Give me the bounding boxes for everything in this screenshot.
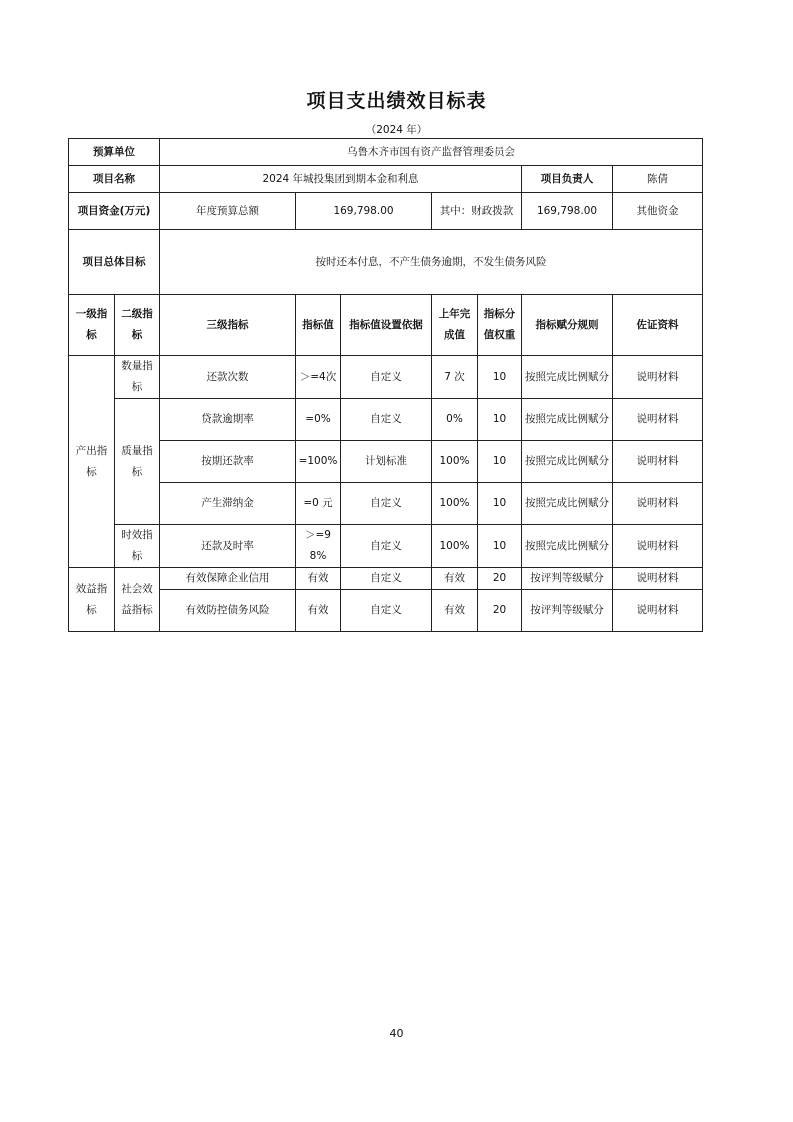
row-level3: 有效防控债务风险 xyxy=(160,590,296,632)
row-weight: 10 xyxy=(478,483,522,525)
fiscal-allocation-value: 169,798.00 xyxy=(522,193,613,230)
row-weight: 20 xyxy=(478,590,522,632)
overall-goal-value: 按时还本付息，不产生债务逾期，不发生债务风险 xyxy=(160,230,703,295)
row-value: ＞=98% xyxy=(296,525,341,568)
row-value: ＞=4次 xyxy=(296,356,341,399)
header-level1: 一级指标 xyxy=(69,295,115,356)
indicator-header-row xyxy=(69,295,703,356)
row-last-year: 100% xyxy=(432,525,478,568)
row-level3: 产生滞纳金 xyxy=(160,483,296,525)
row-last-year: 0% xyxy=(432,399,478,441)
year-subtitle: （2024 年） xyxy=(365,124,428,136)
project-name-row xyxy=(69,166,703,193)
row-weight: 20 xyxy=(478,568,522,590)
group-output: 产出指标 xyxy=(69,356,115,568)
budget-unit-label: 预算单位 xyxy=(69,139,160,166)
header-last-year: 上年完成值 xyxy=(432,295,478,356)
header-level2: 二级指标 xyxy=(115,295,160,356)
page-title: 项目支出绩效目标表 xyxy=(306,90,487,112)
group-social-benefit: 社会效益指标 xyxy=(115,568,160,632)
table-row xyxy=(69,525,703,568)
row-value: =100% xyxy=(296,441,341,483)
row-basis: 计划标准 xyxy=(341,441,432,483)
row-level3: 还款次数 xyxy=(160,356,296,399)
row-rule: 按照完成比例赋分 xyxy=(522,483,613,525)
row-basis: 自定义 xyxy=(341,483,432,525)
project-leader-label: 项目负责人 xyxy=(522,166,613,193)
row-evidence: 说明材料 xyxy=(613,483,703,525)
row-level3: 还款及时率 xyxy=(160,525,296,568)
row-basis: 自定义 xyxy=(341,525,432,568)
overall-goal-row xyxy=(69,230,703,295)
row-evidence: 说明材料 xyxy=(613,356,703,399)
header-scoring-rule: 指标赋分规则 xyxy=(522,295,613,356)
row-evidence: 说明材料 xyxy=(613,525,703,568)
row-basis: 自定义 xyxy=(341,590,432,632)
group-benefit: 效益指标 xyxy=(69,568,115,632)
row-rule: 按照完成比例赋分 xyxy=(522,441,613,483)
group-timeliness: 时效指标 xyxy=(115,525,160,568)
row-weight: 10 xyxy=(478,399,522,441)
group-quantity: 数量指标 xyxy=(115,356,160,399)
row-basis: 自定义 xyxy=(341,399,432,441)
row-weight: 10 xyxy=(478,356,522,399)
row-basis: 自定义 xyxy=(341,356,432,399)
row-last-year: 有效 xyxy=(432,590,478,632)
table-row xyxy=(69,399,703,441)
other-funds-label: 其他资金 xyxy=(613,193,703,230)
fiscal-allocation-label: 其中：财政拨款 xyxy=(432,193,522,230)
overall-goal-label: 项目总体目标 xyxy=(69,230,160,295)
table-row xyxy=(69,568,703,590)
table-row xyxy=(69,356,703,399)
row-level3: 按期还款率 xyxy=(160,441,296,483)
row-value: 有效 xyxy=(296,568,341,590)
row-level3: 贷款逾期率 xyxy=(160,399,296,441)
group-quality: 质量指标 xyxy=(115,399,160,525)
table-row xyxy=(69,590,703,632)
row-last-year: 7 次 xyxy=(432,356,478,399)
annual-budget-label: 年度预算总额 xyxy=(160,193,296,230)
page-number: 40 xyxy=(389,1027,404,1040)
budget-unit-row xyxy=(69,139,703,166)
budget-unit-value: 乌鲁木齐市国有资产监督管理委员会 xyxy=(160,139,703,166)
row-last-year: 100% xyxy=(432,483,478,525)
row-value: =0 元 xyxy=(296,483,341,525)
row-rule: 按评判等级赋分 xyxy=(522,568,613,590)
row-evidence: 说明材料 xyxy=(613,399,703,441)
table-row xyxy=(69,441,703,483)
row-evidence: 说明材料 xyxy=(613,590,703,632)
header-evidence: 佐证资料 xyxy=(613,295,703,356)
row-rule: 按评判等级赋分 xyxy=(522,590,613,632)
header-weight: 指标分值权重 xyxy=(478,295,522,356)
table-row xyxy=(69,483,703,525)
row-rule: 按照完成比例赋分 xyxy=(522,399,613,441)
project-name-value: 2024 年城投集团到期本金和利息 xyxy=(160,166,522,193)
project-funds-label: 项目资金(万元) xyxy=(69,193,160,230)
row-evidence: 说明材料 xyxy=(613,568,703,590)
row-weight: 10 xyxy=(478,525,522,568)
row-weight: 10 xyxy=(478,441,522,483)
header-indicator-value: 指标值 xyxy=(296,295,341,356)
project-name-label: 项目名称 xyxy=(69,166,160,193)
header-level3: 三级指标 xyxy=(160,295,296,356)
annual-budget-value: 169,798.00 xyxy=(296,193,432,230)
project-leader-value: 陈倩 xyxy=(613,166,703,193)
row-rule: 按照完成比例赋分 xyxy=(522,525,613,568)
row-value: =0% xyxy=(296,399,341,441)
project-funds-row xyxy=(69,193,703,230)
row-value: 有效 xyxy=(296,590,341,632)
header-basis: 指标值设置依据 xyxy=(341,295,432,356)
row-basis: 自定义 xyxy=(341,568,432,590)
row-level3: 有效保障企业信用 xyxy=(160,568,296,590)
row-last-year: 100% xyxy=(432,441,478,483)
performance-target-table xyxy=(68,138,703,632)
row-rule: 按照完成比例赋分 xyxy=(522,356,613,399)
row-last-year: 有效 xyxy=(432,568,478,590)
row-evidence: 说明材料 xyxy=(613,441,703,483)
